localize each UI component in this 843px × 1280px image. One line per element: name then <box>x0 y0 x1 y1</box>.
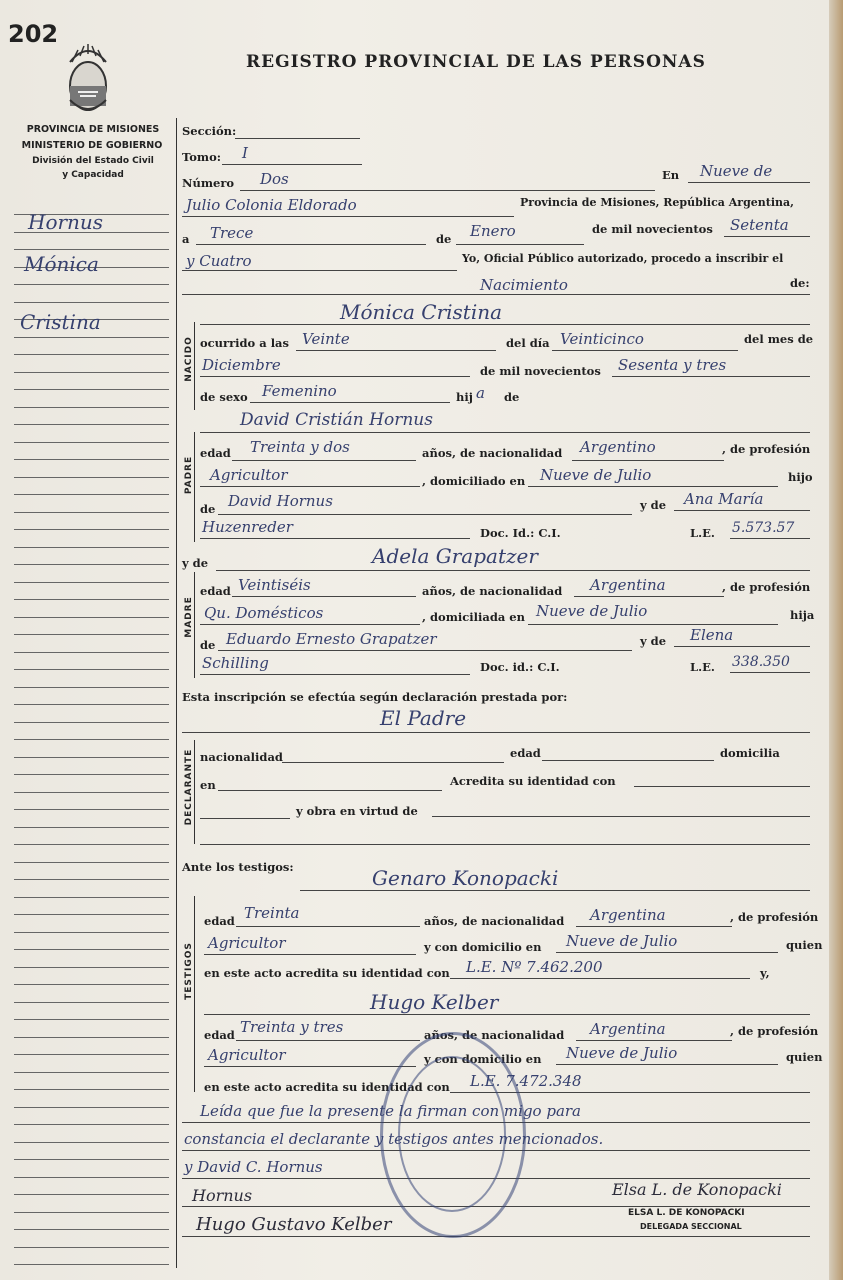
dia-value: Veinticinco <box>560 330 644 348</box>
sexo-label: de sexo <box>200 390 248 404</box>
acto-value: Nacimiento <box>480 276 568 294</box>
hij-value: a <box>476 384 485 402</box>
dia-label: del día <box>506 336 550 350</box>
declarante-final-line <box>200 844 810 845</box>
place-value: Julio Colonia Eldorado <box>186 196 357 214</box>
madre-rule <box>194 572 195 678</box>
padre-prof-value: Agricultor <box>210 466 288 484</box>
margin-rule-line <box>14 424 169 425</box>
padre-dom-field-line <box>528 486 778 487</box>
madre-le-field-line <box>730 672 810 673</box>
t1-dom-field-line <box>556 952 778 953</box>
madre-yde2-label: y de <box>640 634 667 648</box>
madre-de-label: de <box>200 638 216 652</box>
margin-rule-line <box>14 897 169 898</box>
seccion-label: Sección: <box>182 124 237 138</box>
testigos-side-label: TESTIGOS <box>184 942 194 1000</box>
province-text: Provincia de Misiones, República Argentina, <box>520 196 795 209</box>
padre-le-label: L.E. <box>690 526 715 540</box>
ocurrido-value: Veinte <box>302 330 350 348</box>
page-edge <box>829 0 843 1280</box>
madre-father-field-line <box>218 650 632 651</box>
madre-hija-label: hija <box>790 608 815 622</box>
madre-edad-label: edad <box>200 584 231 598</box>
padre-hijo-label: hijo <box>788 470 813 484</box>
t1-acto-label: en este acto acredita su identidad con <box>204 966 450 980</box>
margin-rule-line <box>14 827 169 828</box>
declarante-acredita-label: Acredita su identidad con <box>450 774 616 788</box>
padre-doc-label: Doc. Id.: C.I. <box>480 526 561 540</box>
padre-dom-label: , domiciliado en <box>422 474 526 488</box>
t2-dom-field-line <box>556 1064 778 1065</box>
numero-value: Dos <box>260 170 289 188</box>
numero-field-line <box>240 190 655 191</box>
margin-rule-line <box>14 984 169 985</box>
padre-father-field-line <box>218 514 632 515</box>
margin-rule-line <box>14 739 169 740</box>
t1-prof-field-line <box>204 954 416 955</box>
margin-rule-line <box>14 617 169 618</box>
margin-rule-line <box>14 249 169 250</box>
sexo-value: Femenino <box>262 382 337 400</box>
sexo-field-line <box>250 402 450 403</box>
madre-prof-label: , de profesión <box>722 580 811 594</box>
madre-doc-label: Doc. id.: C.I. <box>480 660 560 674</box>
declarante-obra-label: y obra en virtud de <box>296 804 418 818</box>
padre-nac-value: Argentino <box>580 438 656 456</box>
ocurrido-label: ocurrido a las <box>200 336 289 350</box>
madre-nac-field-line <box>574 596 724 597</box>
declaracion-line <box>182 732 810 733</box>
padre-mother-field-line <box>674 510 810 511</box>
numero-label: Número <box>182 176 235 190</box>
t2-dom-value: Nueve de Julio <box>566 1044 678 1062</box>
t1-nac-field-line <box>576 926 732 927</box>
padre-le-field-line <box>730 538 810 539</box>
margin-rule-line <box>14 1212 169 1213</box>
margin-rule-line <box>14 1054 169 1055</box>
margin-rule-line <box>14 949 169 950</box>
acto-field-line <box>182 294 810 295</box>
t2-nac-value: Argentina <box>590 1020 666 1038</box>
nacido-rule <box>194 322 195 410</box>
nacido-de-label: de <box>504 390 520 404</box>
madre-prof-field-line <box>200 624 420 625</box>
margin-rule-line <box>14 284 169 285</box>
madre-name: Adela Grapatzer <box>372 544 538 568</box>
padre-yde-label: y de <box>640 498 667 512</box>
mes-value: Diciembre <box>202 356 281 374</box>
margin-rule-line <box>14 687 169 688</box>
declarante-en-field-line <box>218 790 442 791</box>
testigos-ante-label: Ante los testigos: <box>182 860 294 874</box>
t2-prof-value: Agricultor <box>208 1046 286 1064</box>
margin-rule-line <box>14 389 169 390</box>
declarante-extra-line <box>200 818 290 819</box>
division-header-2: y Capacidad <box>62 170 124 180</box>
closing-line-2: constancia el declarante y testigos antes mencionados. <box>184 1130 604 1148</box>
testigo1-name-line <box>300 890 810 891</box>
padre-le-value: 5.573.57 <box>732 520 795 536</box>
t2-prof-label: , de profesión <box>730 1024 819 1038</box>
t2-prof-field-line <box>204 1066 416 1067</box>
margin-rule-line <box>14 1019 169 1020</box>
madre-edad-field-line <box>232 596 416 597</box>
margin-rule-line <box>14 774 169 775</box>
margin-rule-line <box>14 669 169 670</box>
province-header: PROVINCIA DE MISIONES <box>26 124 160 135</box>
t2-acto-label: en este acto acredita su identidad con <box>204 1080 450 1094</box>
declarante-rule <box>194 740 195 844</box>
hij-label: hij <box>456 390 473 404</box>
a-value: Trece <box>210 224 254 242</box>
mes-field-line <box>200 376 470 377</box>
de-label: de <box>436 232 452 246</box>
ministry-header: MINISTERIO DE GOBIERNO <box>21 140 163 151</box>
oficial-text: Yo, Oficial Público autorizado, procedo a inscribir el <box>462 252 784 265</box>
dia-field-line <box>552 350 738 351</box>
nacido-mil-label: de mil novecientos <box>480 364 601 378</box>
mil-label: de mil novecientos <box>592 222 713 236</box>
madre-le-label: L.E. <box>690 660 715 674</box>
madre-yde-label: y de <box>182 556 209 570</box>
year-field-line <box>182 270 457 271</box>
t2-nac-field-line <box>576 1040 732 1041</box>
testigos-rule <box>194 896 195 1092</box>
en-field-line <box>688 182 810 183</box>
padre-name-line <box>200 432 810 433</box>
declarante-side-label: DECLARANTE <box>184 748 194 826</box>
main-column-rule <box>176 118 177 1268</box>
margin-rule-line <box>14 407 169 408</box>
t1-id-field-line <box>450 978 750 979</box>
margin-rule-line <box>14 862 169 863</box>
margin-rule-line <box>14 302 169 303</box>
padre-dom-value: Nueve de Julio <box>540 466 652 484</box>
madre-prof-value: Qu. Domésticos <box>204 604 324 622</box>
margin-name-surname: Hornus <box>28 210 104 234</box>
margin-rule-line <box>14 1247 169 1248</box>
mil-field-line <box>724 236 810 237</box>
madre-le-value: 338.350 <box>732 654 790 670</box>
margin-name-second: Cristina <box>20 310 101 334</box>
madre-dom-value: Nueve de Julio <box>536 602 648 620</box>
t1-prof-label: , de profesión <box>730 910 819 924</box>
coat-of-arms-icon <box>62 44 114 116</box>
margin-rule-line <box>14 704 169 705</box>
margin-rule-line <box>14 634 169 635</box>
official-name: ELSA L. DE KONOPACKI <box>628 1208 745 1218</box>
margin-rule-line <box>14 1229 169 1230</box>
seccion-field-line <box>235 138 360 139</box>
padre-mother-value: Ana María <box>684 490 764 508</box>
t1-edad-label: edad <box>204 914 235 928</box>
madre-father-value: Eduardo Ernesto Grapatzer <box>226 630 437 648</box>
margin-rule-line <box>14 529 169 530</box>
t2-edad-value: Treinta y tres <box>240 1018 344 1036</box>
madre-nac-label: años, de nacionalidad <box>422 584 563 598</box>
margin-rule-line <box>14 879 169 880</box>
a-field-line <box>196 244 426 245</box>
tomo-label: Tomo: <box>182 150 221 164</box>
margin-rule-line <box>14 757 169 758</box>
de-field-line <box>456 244 584 245</box>
de-value: Enero <box>470 222 516 240</box>
padre-mother2-value: Huzenreder <box>202 518 293 536</box>
t1-nac-label: años, de nacionalidad <box>424 914 565 928</box>
ocurrido-field-line <box>296 350 496 351</box>
en-label: En <box>662 168 680 182</box>
padre-edad-value: Treinta y dos <box>250 438 350 456</box>
madre-mother-value: Elena <box>690 626 734 644</box>
t1-edad-value: Treinta <box>244 904 300 922</box>
padre-nac-field-line <box>572 460 724 461</box>
margin-rule-line <box>14 477 169 478</box>
declarante-acredita-field-line <box>634 786 810 787</box>
margin-rule-line <box>14 1107 169 1108</box>
padre-prof-field-line <box>200 486 420 487</box>
tomo-value: I <box>242 144 248 162</box>
margin-rule-line <box>14 1194 169 1195</box>
nacido-side-label: NACIDO <box>184 336 194 382</box>
t1-quien-label: quien <box>786 938 823 952</box>
madre-side-label: MADRE <box>184 596 194 638</box>
padre-de-label: de <box>200 502 216 516</box>
nacido-name-line <box>200 324 810 325</box>
place-field-line <box>182 216 514 217</box>
madre-mother-field-line <box>674 646 810 647</box>
margin-rule-line <box>14 792 169 793</box>
closing-line-3: y David C. Hornus <box>184 1158 323 1176</box>
margin-rule-line <box>14 599 169 600</box>
margin-rule-line <box>14 547 169 548</box>
padre-nac-label: años, de nacionalidad <box>422 446 563 460</box>
division-header: División del Estado Civil <box>32 156 154 166</box>
padre-mother2-field-line <box>200 538 470 539</box>
t1-y-label: y, <box>760 966 770 980</box>
testigo2-name: Hugo Kelber <box>370 990 499 1014</box>
t1-edad-field-line <box>236 926 420 927</box>
t1-dom-value: Nueve de Julio <box>566 932 678 950</box>
margin-rule-line <box>14 372 169 373</box>
declarante-obra-field-line <box>432 816 810 817</box>
padre-rule <box>194 432 195 542</box>
margin-rule-line <box>14 1177 169 1178</box>
testigo1-name: Genaro Konopacki <box>372 866 559 890</box>
padre-name: David Cristián Hornus <box>240 410 433 430</box>
padre-father-value: David Hornus <box>228 492 333 510</box>
declaracion-value: El Padre <box>380 706 467 730</box>
margin-rule-line <box>14 914 169 915</box>
tomo-field-line <box>222 164 362 165</box>
t2-id-value: L.E. 7.472.348 <box>470 1072 582 1090</box>
t2-nac-label: años, de nacionalidad <box>424 1028 565 1042</box>
padre-edad-field-line <box>232 460 416 461</box>
year-value: y Cuatro <box>186 252 252 270</box>
madre-dom-label: , domiciliada en <box>422 610 525 624</box>
testigo2-name-line <box>204 1014 810 1015</box>
margin-rule-line <box>14 1124 169 1125</box>
margin-rule-line <box>14 459 169 460</box>
mes-label: del mes de <box>744 332 814 346</box>
t2-edad-label: edad <box>204 1028 235 1042</box>
madre-mother2-field-line <box>200 674 470 675</box>
madre-edad-value: Veintiséis <box>238 576 311 594</box>
margin-rule-line <box>14 932 169 933</box>
margin-rule-line <box>14 1159 169 1160</box>
document-title: REGISTRO PROVINCIAL DE LAS PERSONAS <box>246 52 706 72</box>
margin-rule-line <box>14 809 169 810</box>
margin-rule-line <box>14 442 169 443</box>
margin-rule-line <box>14 582 169 583</box>
declarante-nac-field-line <box>282 762 504 763</box>
signature-kelber: Hugo Gustavo Kelber <box>196 1214 392 1235</box>
closing-rule-5 <box>182 1236 810 1237</box>
padre-side-label: PADRE <box>184 455 194 495</box>
closing-line-1: Leída que fue la presente la firman con migo para <box>200 1102 581 1120</box>
signature-hornus: Hornus <box>192 1186 253 1205</box>
madre-dom-field-line <box>528 624 778 625</box>
margin-rule-line <box>14 652 169 653</box>
nacido-mil-value: Sesenta y tres <box>618 356 727 374</box>
t1-prof-value: Agricultor <box>208 934 286 952</box>
official-title: DELEGADA SECCIONAL <box>640 1222 742 1231</box>
declarante-dom-label: domicilia <box>720 746 780 760</box>
margin-rule-line <box>14 564 169 565</box>
margin-rule-line <box>14 967 169 968</box>
t1-id-value: L.E. Nº 7.462.200 <box>466 958 603 976</box>
official-seal-inner <box>398 1056 506 1212</box>
padre-prof-label: , de profesión <box>722 442 811 456</box>
margin-rule-line <box>14 1142 169 1143</box>
t2-dom-label: y con domicilio en <box>424 1052 542 1066</box>
declarante-nac-label: nacionalidad <box>200 750 283 764</box>
madre-mother2-value: Schilling <box>202 654 269 672</box>
t1-dom-label: y con domicilio en <box>424 940 542 954</box>
margin-rule-line <box>14 722 169 723</box>
margin-rule-line <box>14 354 169 355</box>
en-value: Nueve de <box>700 162 773 180</box>
corner-number: 202 <box>8 20 59 48</box>
declaracion-text: Esta inscripción se efectúa según declaración prestada por: <box>182 690 568 704</box>
t2-quien-label: quien <box>786 1050 823 1064</box>
t2-edad-field-line <box>236 1040 420 1041</box>
madre-name-line <box>216 570 810 571</box>
nacido-mil-field-line <box>612 376 810 377</box>
margin-rule-line <box>14 1089 169 1090</box>
madre-nac-value: Argentina <box>590 576 666 594</box>
declarante-edad-label: edad <box>510 746 541 760</box>
margin-rule-line <box>14 337 169 338</box>
margin-rule-line <box>14 1037 169 1038</box>
de-colon-label: de: <box>790 276 810 290</box>
margin-rule-line <box>14 1072 169 1073</box>
declarante-en-label: en <box>200 778 216 792</box>
margin-rule-line <box>14 494 169 495</box>
margin-rule-line <box>14 512 169 513</box>
signature-official: Elsa L. de Konopacki <box>612 1180 782 1199</box>
declarante-edad-field-line <box>542 760 714 761</box>
margin-rule-line <box>14 1264 169 1265</box>
padre-edad-label: edad <box>200 446 231 460</box>
a-label: a <box>182 232 190 246</box>
mil-value: Setenta <box>730 216 789 234</box>
margin-rule-line <box>14 844 169 845</box>
margin-name-first: Mónica <box>24 252 99 276</box>
nacido-name: Mónica Cristina <box>340 300 503 324</box>
t1-nac-value: Argentina <box>590 906 666 924</box>
margin-rule-line <box>14 1002 169 1003</box>
